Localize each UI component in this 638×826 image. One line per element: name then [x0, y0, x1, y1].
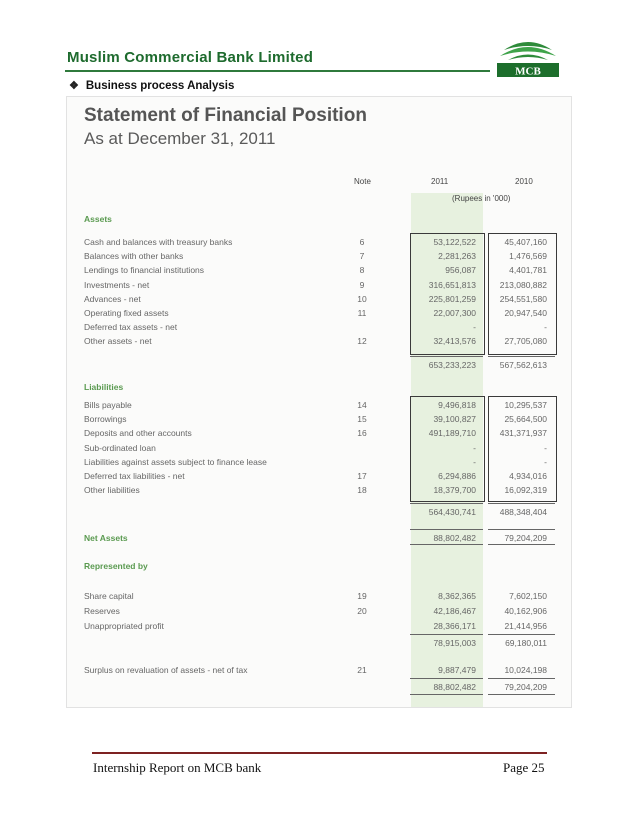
total-rule — [410, 503, 483, 504]
equity-row-2011: 28,366,171 — [433, 621, 476, 631]
asset-row-label: Investments - net — [84, 279, 150, 290]
net-assets-label: Net Assets — [84, 533, 128, 543]
equity-row-2011: 42,186,467 — [433, 606, 476, 616]
total-rule — [488, 694, 555, 695]
asset-row-2010: 4,401,781 — [509, 265, 547, 276]
equity-row-label: Unappropriated profit — [84, 621, 164, 631]
mcb-logo — [494, 36, 562, 78]
liability-row-note: 14 — [357, 400, 367, 410]
grand-total-2011: 88,802,482 — [433, 682, 476, 692]
liability-row-2010: - — [544, 456, 547, 467]
total-rule — [488, 544, 555, 545]
col-2011: 2011 — [431, 177, 449, 186]
grand-total-2010: 79,204,209 — [504, 682, 547, 692]
asset-row-label: Other assets - net — [84, 336, 152, 347]
liabilities-total-2010: 488,348,404 — [499, 507, 547, 517]
equity-row-2011: 8,362,365 — [438, 591, 476, 601]
asset-row-2011: 956,087 — [445, 265, 476, 276]
liability-row-2010: 4,934,016 — [509, 471, 547, 481]
liability-row-2011: - — [473, 442, 476, 453]
liability-row-2010: 16,092,319 — [504, 485, 547, 496]
net-assets-2010: 79,204,209 — [504, 533, 547, 543]
total-rule — [410, 678, 483, 679]
liability-row-label: Other liabilities — [84, 485, 140, 496]
liabilities-heading: Liabilities — [84, 382, 124, 392]
asset-row-2010: 213,080,882 — [499, 279, 547, 290]
total-rule — [488, 634, 555, 635]
footer-rule — [92, 752, 547, 754]
asset-row-2011: 2,281,263 — [438, 251, 476, 262]
liability-row-2011: - — [473, 456, 476, 467]
header-title: Muslim Commercial Bank Limited — [67, 49, 314, 66]
asset-row-label: Operating fixed assets — [84, 308, 169, 318]
statement-subtitle: As at December 31, 2011 — [84, 129, 276, 148]
total-rule — [410, 356, 483, 357]
liability-row-label: Bills payable — [84, 400, 132, 410]
equity-row-label: Reserves — [84, 606, 120, 616]
asset-row-2011: 225,801,259 — [428, 293, 476, 304]
asset-row-label: Deferred tax assets - net — [84, 322, 178, 333]
liability-row-2011: 491,189,710 — [428, 428, 476, 439]
asset-row-2010: 1,476,569 — [509, 251, 547, 262]
total-rule — [488, 356, 555, 357]
asset-row-2010: 254,551,580 — [499, 293, 547, 304]
asset-row-note: 7 — [359, 251, 365, 262]
asset-row-2010: - — [544, 322, 547, 333]
bullet-text: Business process Analysis — [85, 80, 235, 92]
col-note: Note — [354, 177, 371, 186]
liability-row-2011: 6,294,886 — [438, 471, 476, 481]
asset-row-label: Balances with other banks — [84, 251, 184, 262]
surplus-row-2011: 9,887,479 — [438, 665, 476, 675]
liability-row-label: Deposits and other accounts — [84, 428, 192, 439]
statement-title: Statement of Financial Position — [84, 105, 367, 126]
header-rule — [65, 70, 490, 72]
asset-row-label: Lendings to financial institutions — [84, 265, 205, 276]
total-rule — [410, 529, 483, 530]
svg-text:MCB: MCB — [515, 65, 541, 78]
equity-total-2010: 69,180,011 — [505, 638, 547, 648]
liability-row-note: 16 — [357, 428, 367, 439]
equity-row-note: 19 — [357, 591, 367, 601]
liability-row-note: 18 — [357, 485, 367, 496]
total-rule — [410, 544, 483, 545]
asset-row-note: 12 — [357, 336, 367, 347]
total-rule — [410, 694, 483, 695]
asset-row-note: 11 — [357, 308, 367, 318]
financial-statement-image — [66, 96, 572, 708]
equity-row-label: Share capital — [84, 591, 134, 601]
liability-row-label: Deferred tax liabilities - net — [84, 471, 185, 481]
asset-row-note: 8 — [359, 265, 365, 276]
total-rule — [488, 503, 555, 504]
assets-heading: Assets — [84, 214, 112, 224]
footer-page-number: Page 25 — [503, 760, 545, 775]
asset-row-2010: 27,705,080 — [504, 336, 547, 347]
asset-row-note: 10 — [357, 293, 367, 304]
surplus-row-2010: 10,024,198 — [504, 665, 547, 675]
equity-row-2010: 40,162,906 — [504, 606, 547, 616]
net-assets-2011: 88,802,482 — [433, 533, 476, 543]
surplus-row-note: 21 — [357, 665, 367, 675]
asset-row-label: Cash and balances with treasury banks — [84, 237, 233, 247]
assets-total-2010: 567,562,613 — [499, 360, 547, 370]
equity-row-note: 20 — [357, 606, 367, 616]
units-label: (Rupees in '000) — [452, 194, 511, 203]
section-bullet — [69, 79, 234, 92]
equity-total-2011: 78,915,003 — [433, 638, 476, 648]
asset-row-2011: 316,651,813 — [428, 279, 476, 290]
asset-row-2011: 22,007,300 — [433, 308, 476, 318]
assets-total-2011: 653,233,223 — [428, 360, 476, 370]
liability-row-2010: 25,664,500 — [504, 414, 547, 425]
asset-row-2010: 20,947,540 — [504, 308, 547, 318]
footer-left: Internship Report on MCB bank — [93, 760, 262, 775]
liability-row-note: 17 — [357, 471, 367, 481]
asset-row-2010: 45,407,160 — [504, 237, 547, 247]
liability-row-label: Borrowings — [84, 414, 127, 425]
liability-row-label: Liabilities against assets subject to finance lease — [84, 456, 267, 467]
represented-heading: Represented by — [84, 561, 148, 571]
liability-row-2011: 39,100,827 — [433, 414, 476, 425]
asset-row-note: 6 — [359, 237, 365, 247]
liability-row-2010: 10,295,537 — [504, 400, 547, 410]
asset-row-note: 9 — [359, 279, 365, 290]
total-rule — [488, 529, 555, 530]
liability-row-note: 15 — [357, 414, 367, 425]
total-rule — [488, 678, 555, 679]
liability-row-label: Sub-ordinated loan — [84, 442, 156, 453]
asset-row-2011: 32,413,576 — [433, 336, 476, 347]
asset-row-label: Advances - net — [84, 293, 141, 304]
liability-row-2010: 431,371,937 — [499, 428, 547, 439]
surplus-row-label: Surplus on revaluation of assets - net of tax — [84, 665, 248, 675]
liability-row-2010: - — [544, 442, 547, 453]
equity-row-2010: 7,602,150 — [509, 591, 547, 601]
equity-row-2010: 21,414,956 — [504, 621, 547, 631]
liability-row-2011: 18,379,700 — [433, 485, 476, 496]
col-2010: 2010 — [515, 177, 533, 186]
asset-row-2011: 53,122,522 — [433, 237, 476, 247]
asset-row-2011: - — [473, 322, 476, 333]
total-rule — [410, 634, 483, 635]
diamond-bullet-icon: ❖ — [69, 80, 79, 92]
liability-row-2011: 9,496,818 — [438, 400, 476, 410]
liabilities-total-2011: 564,430,741 — [428, 507, 476, 517]
